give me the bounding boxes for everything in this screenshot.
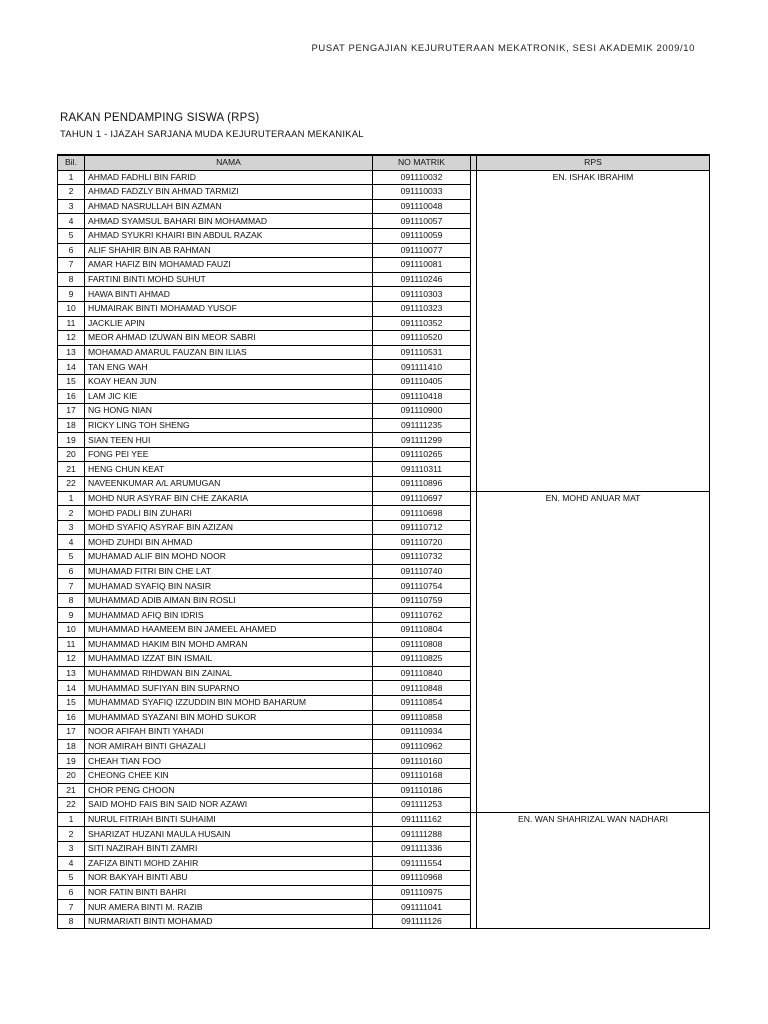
student-name: NOR BAKYAH BINTI ABU: [85, 871, 373, 886]
matric-number: 091110168: [373, 768, 471, 783]
row-number: 7: [58, 258, 85, 273]
matric-number: 091110059: [373, 228, 471, 243]
matric-number: 091110825: [373, 652, 471, 667]
matric-number: 091111041: [373, 900, 471, 915]
row-number: 12: [58, 652, 85, 667]
student-name: CHEAH TIAN FOO: [85, 754, 373, 769]
row-number: 20: [58, 768, 85, 783]
student-name: MUHAMAD FITRI BIN CHE LAT: [85, 564, 373, 579]
row-number: 19: [58, 754, 85, 769]
student-name: ZAFIZA BINTI MOHD ZAHIR: [85, 856, 373, 871]
column-header-bil: Bil.: [58, 155, 85, 170]
row-number: 7: [58, 900, 85, 915]
student-name: TAN ENG WAH: [85, 360, 373, 375]
student-name: NURUL FITRIAH BINTI SUHAIMI: [85, 812, 373, 827]
row-number: 5: [58, 871, 85, 886]
matric-number: 091110160: [373, 754, 471, 769]
row-number: 3: [58, 199, 85, 214]
student-name: MOHD PADLI BIN ZUHARI: [85, 506, 373, 521]
matric-number: 091110754: [373, 579, 471, 594]
column-header-rps: RPS: [477, 155, 710, 170]
row-number: 22: [58, 477, 85, 492]
table-row: [58, 170, 710, 185]
row-number: 18: [58, 418, 85, 433]
matric-number: 091110896: [373, 477, 471, 492]
row-number: 8: [58, 593, 85, 608]
row-number: 18: [58, 739, 85, 754]
student-name: MOHD ZUHDI BIN AHMAD: [85, 535, 373, 550]
row-number: 13: [58, 666, 85, 681]
row-number: 16: [58, 710, 85, 725]
row-number: 5: [58, 550, 85, 565]
row-number: 1: [58, 491, 85, 506]
student-name: FONG PEI YEE: [85, 447, 373, 462]
row-number: 12: [58, 331, 85, 346]
matric-number: 091110311: [373, 462, 471, 477]
matric-number: 091110720: [373, 535, 471, 550]
student-name: MUHAMMAD SYAZANI BIN MOHD SUKOR: [85, 710, 373, 725]
column-header-nama: NAMA: [85, 155, 373, 170]
row-number: 9: [58, 287, 85, 302]
row-number: 14: [58, 681, 85, 696]
row-number: 11: [58, 316, 85, 331]
matric-number: 091110697: [373, 491, 471, 506]
rps-advisor: EN. WAN SHAHRIZAL WAN NADHARI: [477, 812, 710, 929]
row-number: 19: [58, 433, 85, 448]
row-number: 4: [58, 856, 85, 871]
column-header-no-matrik: NO MATRIK: [373, 155, 471, 170]
student-name: AHMAD SYUKRI KHAIRI BIN ABDUL RAZAK: [85, 228, 373, 243]
row-number: 16: [58, 389, 85, 404]
student-name: JACKLIE APIN: [85, 316, 373, 331]
student-name: NAVEENKUMAR A/L ARUMUGAN: [85, 477, 373, 492]
matric-number: 091110740: [373, 564, 471, 579]
row-number: 15: [58, 695, 85, 710]
student-name: MUHAMMAD ADIB AIMAN BIN ROSLI: [85, 593, 373, 608]
student-name: HENG CHUN KEAT: [85, 462, 373, 477]
student-name: SAID MOHD FAIS BIN SAID NOR AZAWI: [85, 798, 373, 813]
student-name: MUHAMMAD IZZAT BIN ISMAIL: [85, 652, 373, 667]
row-number: 20: [58, 447, 85, 462]
matric-number: 091110048: [373, 199, 471, 214]
row-number: 2: [58, 185, 85, 200]
student-name: AHMAD SYAMSUL BAHARI BIN MOHAMMAD: [85, 214, 373, 229]
matric-number: 091110968: [373, 871, 471, 886]
matric-number: 091110032: [373, 170, 471, 185]
student-name: MOHD SYAFIQ ASYRAF BIN AZIZAN: [85, 520, 373, 535]
student-name: FARTINI BINTI MOHD SUHUT: [85, 272, 373, 287]
matric-number: 091111299: [373, 433, 471, 448]
matric-number: 091111126: [373, 914, 471, 929]
matric-number: 091110265: [373, 447, 471, 462]
student-roster-table: [57, 154, 710, 929]
row-number: 14: [58, 360, 85, 375]
matric-number: 091110520: [373, 331, 471, 346]
matric-number: 091110698: [373, 506, 471, 521]
matric-number: 091110418: [373, 389, 471, 404]
matric-number: 091110057: [373, 214, 471, 229]
student-name: MEOR AHMAD IZUWAN BIN MEOR SABRI: [85, 331, 373, 346]
row-number: 15: [58, 374, 85, 389]
row-number: 17: [58, 404, 85, 419]
student-name: MUHAMMAD AFIQ BIN IDRIS: [85, 608, 373, 623]
student-name: HUMAIRAK BINTI MOHAMAD YUSOF: [85, 301, 373, 316]
table-header-row: [58, 155, 710, 170]
student-name: SITI NAZIRAH BINTI ZAMRI: [85, 841, 373, 856]
student-name: NUR AMERA BINTI M. RAZIB: [85, 900, 373, 915]
matric-number: 091110934: [373, 725, 471, 740]
student-name: CHOR PENG CHOON: [85, 783, 373, 798]
row-number: 21: [58, 462, 85, 477]
student-name: KOAY HEAN JUN: [85, 374, 373, 389]
student-name: NG HONG NIAN: [85, 404, 373, 419]
row-number: 6: [58, 243, 85, 258]
matric-number: 091110186: [373, 783, 471, 798]
matric-number: 091110840: [373, 666, 471, 681]
matric-number: 091110858: [373, 710, 471, 725]
matric-number: 091110081: [373, 258, 471, 273]
student-name: MUHAMAD SYAFIQ BIN NASIR: [85, 579, 373, 594]
row-number: 11: [58, 637, 85, 652]
matric-number: 091110854: [373, 695, 471, 710]
student-name: SIAN TEEN HUI: [85, 433, 373, 448]
student-name: NURMARIATI BINTI MOHAMAD: [85, 914, 373, 929]
matric-number: 091110033: [373, 185, 471, 200]
student-name: RICKY LING TOH SHENG: [85, 418, 373, 433]
matric-number: 091110531: [373, 345, 471, 360]
student-name: MUHAMMAD RIHDWAN BIN ZAINAL: [85, 666, 373, 681]
matric-number: 091110077: [373, 243, 471, 258]
row-number: 8: [58, 914, 85, 929]
rps-advisor: EN. MOHD ANUAR MAT: [477, 491, 710, 812]
matric-number: 091110900: [373, 404, 471, 419]
document-title: RAKAN PENDAMPING SISWA (RPS): [60, 112, 260, 124]
student-name: AMAR HAFIZ BIN MOHAMAD FAUZI: [85, 258, 373, 273]
row-number: 4: [58, 535, 85, 550]
student-name: MUHAMMAD SUFIYAN BIN SUPARNO: [85, 681, 373, 696]
matric-number: 091111162: [373, 812, 471, 827]
student-name: AHMAD FADZLY BIN AHMAD TARMIZI: [85, 185, 373, 200]
row-number: 3: [58, 841, 85, 856]
matric-number: 091110804: [373, 623, 471, 638]
student-name: MOHAMAD AMARUL FAUZAN BIN ILIAS: [85, 345, 373, 360]
row-number: 5: [58, 228, 85, 243]
student-name: AHMAD FADHLI BIN FARID: [85, 170, 373, 185]
row-number: 1: [58, 170, 85, 185]
student-name: NOR FATIN BINTI BAHRI: [85, 885, 373, 900]
matric-number: 091110975: [373, 885, 471, 900]
matric-number: 091110246: [373, 272, 471, 287]
row-number: 6: [58, 564, 85, 579]
matric-number: 091110732: [373, 550, 471, 565]
matric-number: 091110962: [373, 739, 471, 754]
student-name: HAWA BINTI AHMAD: [85, 287, 373, 302]
table-row: [58, 812, 710, 827]
row-number: 9: [58, 608, 85, 623]
roster-body: [58, 170, 710, 929]
student-name: AHMAD NASRULLAH BIN AZMAN: [85, 199, 373, 214]
row-number: 22: [58, 798, 85, 813]
student-name: MUHAMMAD HAAMEEM BIN JAMEEL AHAMED: [85, 623, 373, 638]
row-number: 10: [58, 301, 85, 316]
matric-number: 091110808: [373, 637, 471, 652]
matric-number: 091111410: [373, 360, 471, 375]
student-name: ALIF SHAHIR BIN AB RAHMAN: [85, 243, 373, 258]
row-number: 8: [58, 272, 85, 287]
row-number: 10: [58, 623, 85, 638]
rps-advisor: EN. ISHAK IBRAHIM: [477, 170, 710, 491]
matric-number: 091111235: [373, 418, 471, 433]
row-number: 7: [58, 579, 85, 594]
row-number: 21: [58, 783, 85, 798]
page-header-institution: PUSAT PENGAJIAN KEJURUTERAAN MEKATRONIK, SESI AKADEMIK 2009/10: [311, 43, 695, 54]
row-number: 17: [58, 725, 85, 740]
matric-number: 091111288: [373, 827, 471, 842]
row-number: 13: [58, 345, 85, 360]
student-name: NOR AMIRAH BINTI GHAZALI: [85, 739, 373, 754]
table-row: [58, 491, 710, 506]
matric-number: 091110712: [373, 520, 471, 535]
matric-number: 091110352: [373, 316, 471, 331]
student-name: MUHAMMAD HAKIM BIN MOHD AMRAN: [85, 637, 373, 652]
matric-number: 091110762: [373, 608, 471, 623]
row-number: 2: [58, 506, 85, 521]
matric-number: 091110848: [373, 681, 471, 696]
matric-number: 091111554: [373, 856, 471, 871]
row-number: 3: [58, 520, 85, 535]
student-name: LAM JIC KIE: [85, 389, 373, 404]
student-name: SHARIZAT HUZANI MAULA HUSAIN: [85, 827, 373, 842]
matric-number: 091111253: [373, 798, 471, 813]
row-number: 4: [58, 214, 85, 229]
row-number: 1: [58, 812, 85, 827]
student-name: NOOR AFIFAH BINTI YAHADI: [85, 725, 373, 740]
document-subtitle: TAHUN 1 - IJAZAH SARJANA MUDA KEJURUTERAAN MEKANIKAL: [60, 129, 364, 140]
row-number: 6: [58, 885, 85, 900]
student-name: MUHAMAD ALIF BIN MOHD NOOR: [85, 550, 373, 565]
matric-number: 091110405: [373, 374, 471, 389]
student-name: MUHAMMAD SYAFIQ IZZUDDIN BIN MOHD BAHARUM: [85, 695, 373, 710]
matric-number: 091110323: [373, 301, 471, 316]
matric-number: 091110759: [373, 593, 471, 608]
row-number: 2: [58, 827, 85, 842]
matric-number: 091111336: [373, 841, 471, 856]
student-name: CHEONG CHEE KIN: [85, 768, 373, 783]
matric-number: 091110303: [373, 287, 471, 302]
student-name: MOHD NUR ASYRAF BIN CHE ZAKARIA: [85, 491, 373, 506]
